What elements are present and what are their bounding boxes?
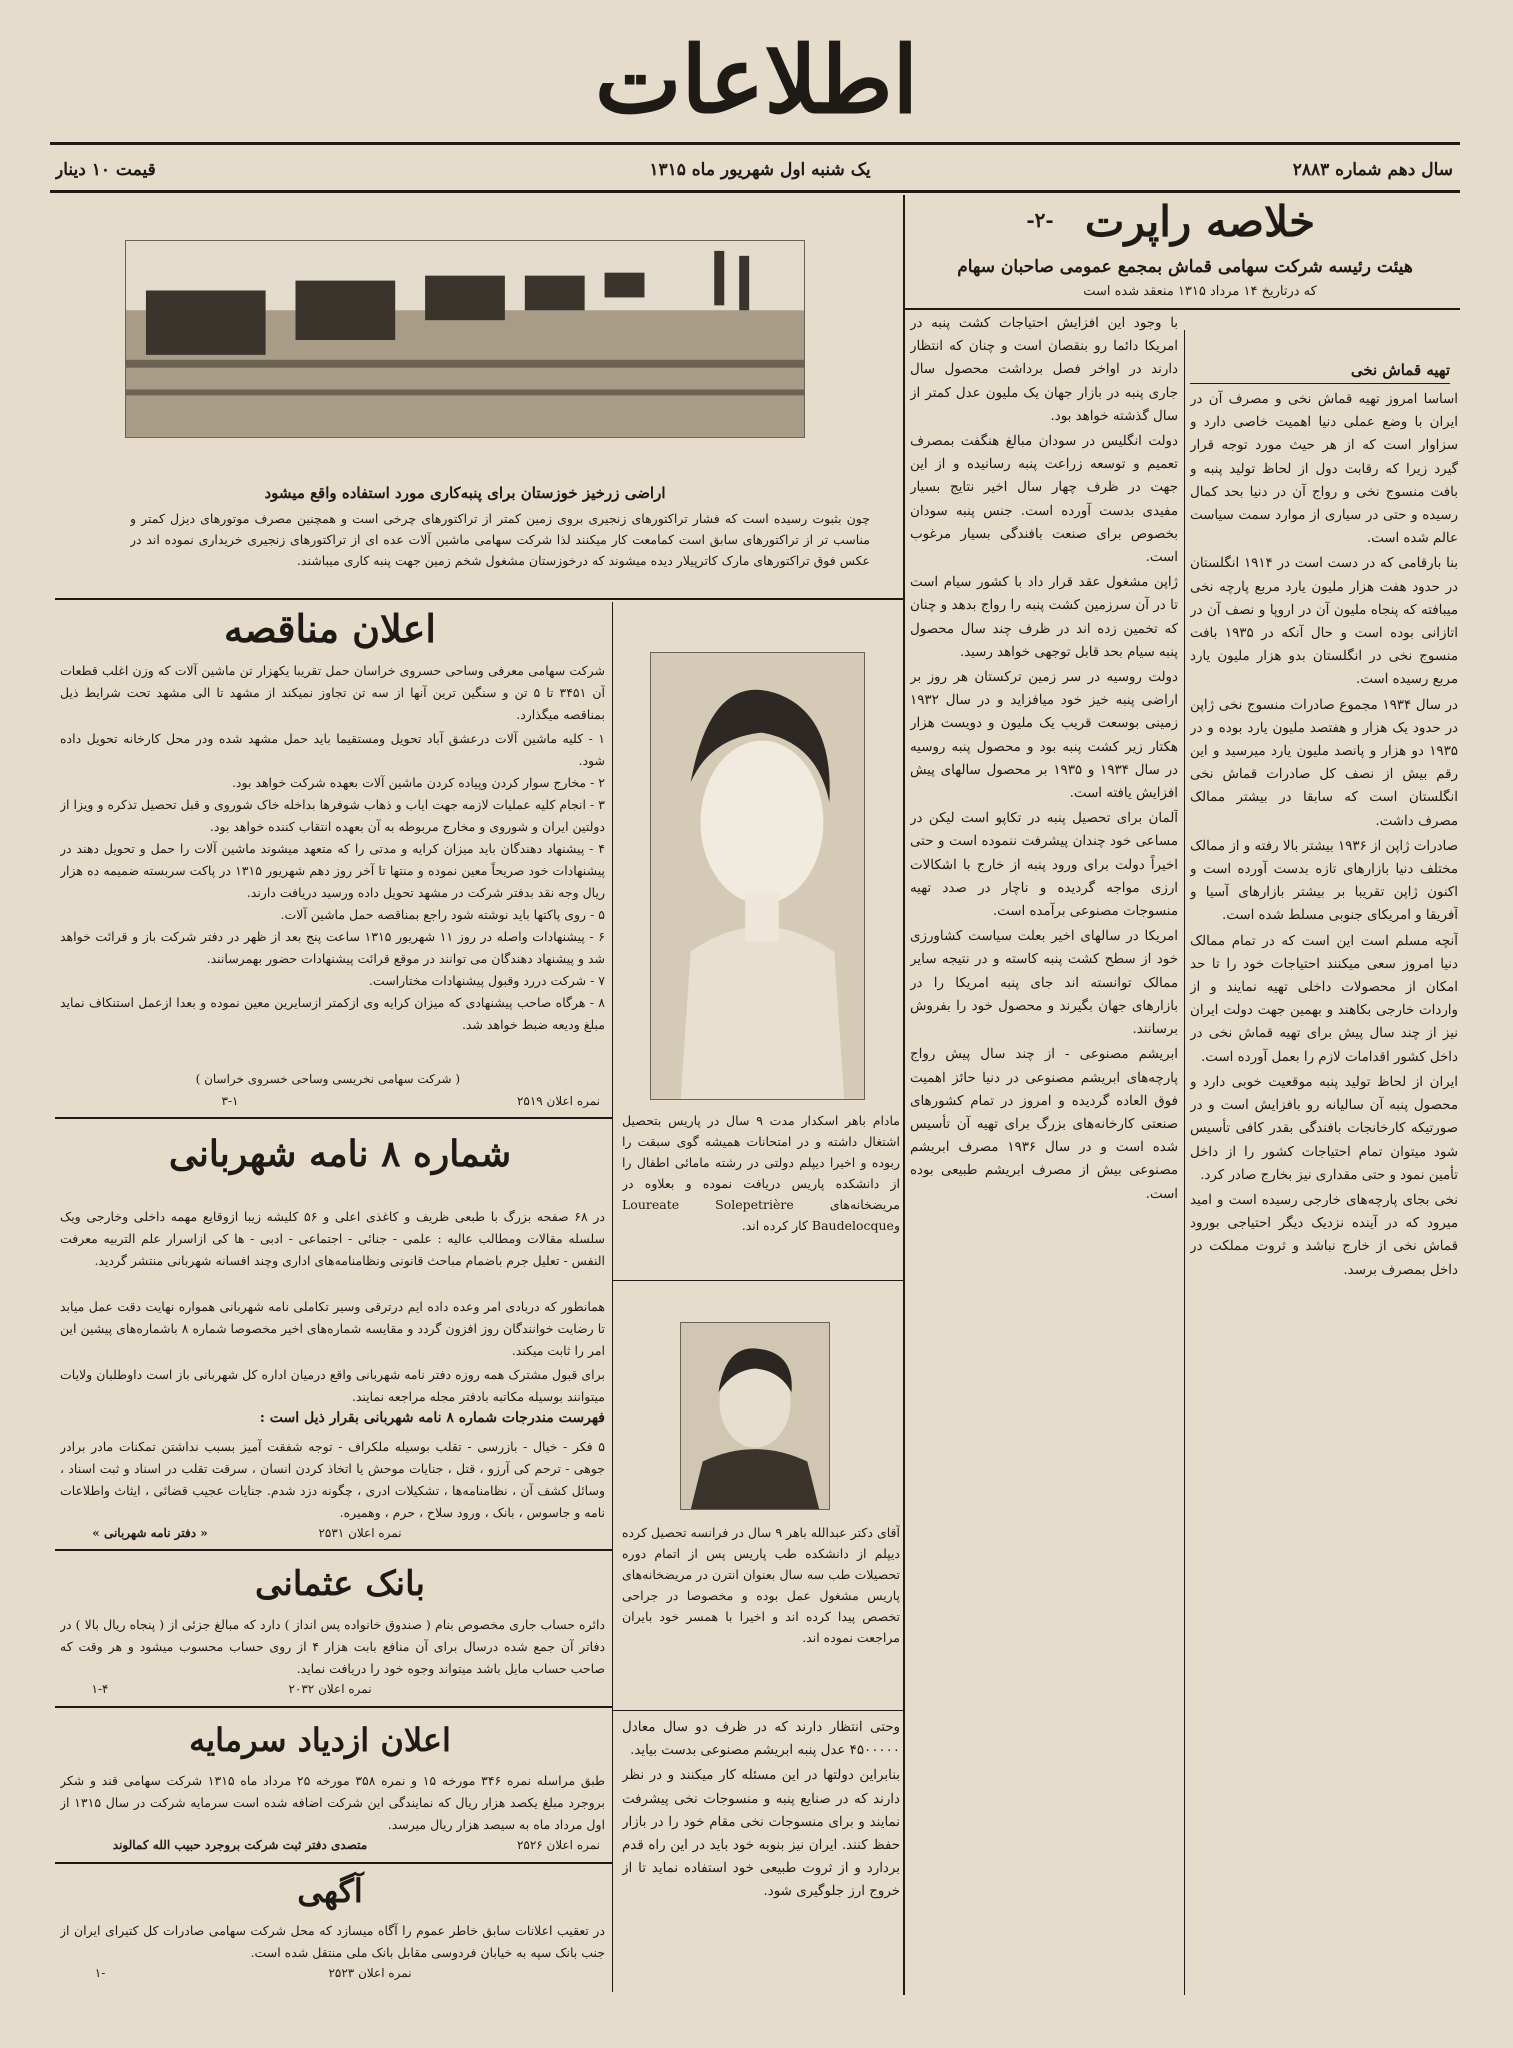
notice-ref: نمره اعلان ۲۵۲۳ xyxy=(328,1966,412,1980)
tender-rule xyxy=(55,1117,612,1119)
tender-items xyxy=(60,728,605,1068)
notice-title: آگهی xyxy=(297,1872,363,1910)
report-paragraph: با وجود این افزایش احتیاجات کشت پنبه در امریکا دائما رو بنقصان است و چنان که انتظار دارند در اواخر فصل برداشت محصول سال جاری پنبه در بازار جهان یک ملیون عدل کمتر از سال گذشته خواهد بود. xyxy=(910,316,1178,424)
tender-intro: شرکت سهامی معرفی وساحی حسروی خراسان حمل تقریبا یکهزار تن ماشین آلات که وزن اغلب قطعات آن ۳۴۵۱ تا ۵ تن و سنگین ترین آنها از سه تن تجاوز نمیکند از مشهد تا الی مشهد تحت شرایط ذیل بمناقصه میگذارد. xyxy=(60,663,605,722)
capital-ref: نمره اعلان ۲۵۲۶ xyxy=(516,1838,600,1852)
notice-text: در تعقیب اعلانات سابق خاطر عموم را آگاه میسازد که محل شرکت سهامی صادرات کل کتیرای ایران از جنب بانک سپه به خیابان فردوسی مقابل بانک ملی منتقل شده است. xyxy=(60,1923,605,1960)
police-text-1: در ۶۸ صفحه بزرگ با طبعی ظریف و کاغذی اعلی و ۵۶ کلیشه زیبا ازوقایع مهمه داخلی وخارجی ویک سلسله مقالات ومطالب عالیه : علمی - جنائی - اجتماعی - ادبی - ها کی ازاسرار علم التربیه معرفت النفس - تعلیل جرم باضمام مباحث قانونی ونظامنامه‌های اداری وچند افسانه شهربانی منتشر گردید. xyxy=(60,1209,605,1268)
tender-item: ۳ - انجام کلیه عملیات لازمه جهت ایاب و ذهاب شوفرها بداخله خاک شوروی و قبل تحصیل تذکره و ویزا از دولتین ایران و شوروی و مخارج مربوطه به آن بعهده انتقاب کننده خواهد بود. xyxy=(60,797,605,834)
report-paragraph: در سال ۱۹۳۴ مجموع صادرات منسوج نخی ژاپن در حدود یک هزار و هفتصد ملیون یارد بوده و در ۱۹۳۵ دو هزار و پانصد ملیون یارد میرسید و این رقم بیش از نصف کل صادرات قماش نخی انگلستان است که سابقا در بیشتر ممالک مصرف داشت. xyxy=(1190,697,1458,829)
report-date-note: که درتاریخ ۱۴ مرداد ۱۳۱۵ منعقد شده است xyxy=(1083,284,1317,299)
police-rule xyxy=(55,1549,612,1551)
tender-item: ۲ - مخارج سوار کردن وپیاده کردن ماشین آلات بعهده شرکت خواهد بود. xyxy=(231,775,605,790)
report-paragraph: آلمان برای تحصیل پنبه در تکاپو است لیکن در مساعی خود چندان پیشرفت ننموده است و حتی اخیراً دولت برای ورود پنبه از خارج با اشکالات ارزی مواجه گردیده و ناچار در صدد تهیه منسوجات مصنوعی برآمده است. xyxy=(910,811,1178,920)
police-footer-left: نمره اعلان ۲۵۳۱ xyxy=(318,1526,402,1540)
report-column-right xyxy=(1190,388,1458,1988)
dateline-price: قیمت ۱۰ دینار xyxy=(55,160,156,180)
tender-title: اعلان مناقصه xyxy=(224,606,436,651)
tender-signature: ( شرکت سهامی نخریسی وساحی خسروی خراسان ) xyxy=(195,1072,460,1086)
photo-section-rule xyxy=(55,598,903,600)
tender-item: ۴ - پیشنهاد دهندگان باید میزان کرایه و مدتی را که متعهد میشوند ماشین آلات را حمل و تحویل دهند در پیشنهادات خود صریحاً معین نموده و منتها تا آخر روز دهم شهریور ۱۳۱۵ در پاکت سربسته ضمیمه ده هزار ریال وجه نقد بدفتر شرکت در مشهد تحویل داده ورسید دریافت دارند. xyxy=(60,841,605,900)
tractors-caption-text: چون بثبوت رسیده است که فشار تراکتورهای زنجیری بروی زمین کمتر از تراکتورهای چرخی است و همچنین مصرف موتورهای دیزل کمتر و مناسب تر از تراکتورهای سابق است کمامعت کار میکنند لذا شرکت سهامی ماشین آلات عده ای از تراکتورهای زنجیری خریداری نموده اند در عکس فوق تراکتورهای مارک کاترپیلار دیده میشوند که درخوزستان مشغول شخم زمین جهت پنبه کاری میباشند. xyxy=(130,511,870,568)
tender-item: ۷ - شرکت دررد وقبول پیشنهادات مختاراست. xyxy=(368,973,605,988)
portrait-woman-caption: مادام باهر اسکدار مدت ۹ سال در پاریس بتحصیل اشتغال داشته و در امتحانات همیشه گوی سبقت را ربوده و اخیرا دیپلم دولتی در رشته مامائی اطفال را از دانشکده پاریس دریافت نموده و بعلاوه در مریضخانه‌های Loureate Solepetrière وBaudelocque کار کرده اند. xyxy=(622,1113,900,1233)
capital-text: طبق مراسله نمره ۳۴۶ مورخه ۱۵ و نمره ۳۵۸ مورخه ۲۵ مرداد ماه ۱۳۱۵ شرکت سهامی قند و شکر بروجرد مبلغ یکصد هزار ریال که نمایندگی این شرکت اضافه شده است سرمایه شرکت در سال ۱۳۱۵ از اول مرداد ماه به سیصد هزار ریال میرسد. xyxy=(60,1773,605,1832)
ads-column-rule xyxy=(612,602,613,1992)
capital-rule xyxy=(55,1862,612,1864)
column-rule-inner xyxy=(1184,330,1185,1995)
portrait-man-photo xyxy=(680,1322,830,1510)
report-number: -۲- xyxy=(1026,208,1054,232)
tender-item: ۶ - پیشنهادات واصله در روز ۱۱ شهریور ۱۳۱۵ ساعت پنج بعد از ظهر در دفتر شرکت باز و قرائت خواهد شد و پیشنهاد دهندگان می توانند در موقع قرائت پیشنهادات حضور بهمرسانند. xyxy=(60,929,605,966)
middle-rule xyxy=(612,1710,903,1711)
police-text-3: برای قبول مشترک همه روزه دفتر نامه شهربانی واقع درمیان اداره کل شهربانی باز است داوطلبان ولایات میتوانند بوسیله مکاتبه بادفتر مجله مراجعه نمایند. xyxy=(60,1367,605,1404)
tractors-photo xyxy=(125,240,805,438)
dateline-issue: سال دهم شماره ۲۸۸۳ xyxy=(1292,160,1453,180)
column-rule-right xyxy=(903,195,905,1995)
tender-item: ۸ - هرگاه صاحب پیشنهادی که میزان کرایه وی ازکمتر ازسایرین معین نموده و بعدا ازعمل استنکاف نماید مبلغ ودیعه ضبط خواهد شد. xyxy=(60,995,605,1032)
tender-item: ۵ - روی پاکتها باید نوشته شود راجع بمناقصه حمل ماشین آلات. xyxy=(280,907,605,922)
report-paragraph: ابریشم مصنوعی - از چند سال پیش رواج پارچه‌های ابریشم مصنوعی در دنیا حائز اهمیت فوق العاده گردیده و امروز در تمام کشورهای صنعتی کارخانه‌های بزرگ برای تهیه آن تأسیس شده است و در سال ۱۹۳۶ مصرف ابریشم مصنوعی بیش از مصرف ابریشم طبیعی بوده است. xyxy=(910,1047,1178,1202)
masthead-title: اطلاعات xyxy=(594,26,919,134)
masthead-rule-top xyxy=(50,142,1460,145)
report-subtitle: هیئت رئیسه شرکت سهامی قماش بمجمع عمومی صاحبان سهام xyxy=(957,257,1413,277)
capital-sign: متصدی دفتر ثبت شرکت بروجرد حبیب الله کمالوند xyxy=(112,1838,368,1852)
bank-rule xyxy=(55,1706,612,1708)
report-paragraph: بنا بارقامی که در دست است در ۱۹۱۴ انگلستان در حدود هفت هزار ملیون یارد مربع پارچه نخی میبافته که پنجاه ملیون آن در اروپا و نصف آن در اتاز‌انی بوده است و حال آنکه در ۱۹۳۵ بافت منسوج نخی در انگلستان بدو هزار ملیون یارد مربع رسیده است. xyxy=(1190,556,1458,688)
report-paragraph: امریکا در سالهای اخیر بعلت سیاست کشاورزی خود از سطح کشت پنبه کاسته و در نتیجه سایر ممالک توانسته اند جای پنبه امریکا را در بازارهای جهان بگیرند و محصول خود را بفروش برسانند. xyxy=(910,929,1178,1038)
middle-text xyxy=(622,1716,900,1988)
report-paragraph: دولت انگلیس در سودان مبالغ هنگفت بمصرف تعمیم و توسعه زراعت پنبه رسانیده و از این جهت در ظرف چهار سال اخیر نتایج بسیار مفیدی بدست آورده است. جنس پنبه سودان بخصوص برای صنعت بافندگی بسیار مرغوب است. xyxy=(910,434,1178,566)
report-title: خلاصه راپرت xyxy=(1084,197,1316,246)
report-paragraph: ایران از لحاظ تولید پنبه موقعیت خوبی دارد و محصول پنبه آن سالیانه رو بافزایش است و در صورتیکه کارخانجات بافندگی بقدر کافی تأسیس شود میتوان تمام احتیاجات کشور را از داخل تأمین نمود و حتی مقداری نیز بخارج صادر کرد. xyxy=(1190,1074,1458,1183)
middle-paragraph: وحتی انتظار دارند که در ظرف دو سال معادل ۴۵۰۰۰۰۰ عدل پنبه ابریشم مصنوعی بدست بیاید. xyxy=(622,1720,900,1759)
report-paragraph: آنچه مسلم است این است که در تمام ممالک دنیا امروز سعی میکنند احتیاجات خود را تا حد امکان از محصولات داخلی تهیه نمایند و از واردات خارجی بکاهند و بهمین جهت دولت ایران نیز از چند سال پیش برای تهیه قماش نخی در داخل کشور اقدامات لازم را بعمل آورده است. xyxy=(1190,933,1458,1065)
tender-ref: نمره اعلان ۲۵۱۹ xyxy=(516,1094,600,1108)
report-header-rule xyxy=(905,308,1460,310)
report-section-heading: تهیه قماش نخی xyxy=(1190,356,1450,384)
capital-title: اعلان ازدیاد سرمایه xyxy=(189,1721,451,1759)
portrait-man-caption: آقای دکتر عبدالله باهر ۹ سال در فرانسه تحصیل کرده دیپلم از دانشکده طب پاریس پس از اتمام دوره تحصیلات طب سه سال بعنوان انترن در مریضخانه‌های پاریس مشغول عمل بوده و مخصوصا در جراحی تخصص پیدا کرده اند و اخیرا با همسر خود بایران مراجعت نموده اند. xyxy=(622,1525,900,1645)
portrait-woman-photo xyxy=(650,652,865,1100)
bank-seq: ۱-۴ xyxy=(91,1682,109,1696)
tender-item: ۱ - کلیه ماشین آلات درعشق آباد تحویل ومستقیما باید حمل مشهد شده ودر محل کارخانه تحویل داده شود. xyxy=(60,731,605,768)
report-paragraph: ژاپن مشغول عقد قرار داد با کشور سیام است تا در آن سرزمین کشت پنبه را رواج بدهد و چنان که تخمین زده اند در ظرف چند سال محصول پنبه سیام بحد قابل توجهی خواهد رسید. xyxy=(910,575,1178,660)
tender-seq: ۳-۱ xyxy=(221,1094,239,1108)
police-list-text: ۵ فکر - خیال - بازرسی - تقلب بوسیله ملکراف - توجه شفقت آمیز بسبب نداشتن تمکنات مادر برادر جوهی - ترحم کی آرزو ، قتل ، جنایات موحش یا اتخاذ کردن انسان ، سرقت تقلب در اسناد و ثبت اسناد ، وسائل کشف آن ، نظامنامه‌ها ، تشکیلات ادری ، چگونه دزد شدم. جنایات عجیب قضائی ، ایثاث واطلاعات نامه و جاسوس ، بانک ، ورود سلاح ، حرم ، وهمیره. xyxy=(60,1439,605,1520)
police-title: شماره ۸ نامه شهربانی xyxy=(168,1133,512,1175)
report-paragraph: اساسا امروز تهیه قماش نخی و مصرف آن در ایران با وضع عملی دنیا اهمیت خاصی دارد و سزاوار است که از هر حیث مورد توجه قرار گیرد زیرا که رقابت دول از لحاظ تولید پنبه و بافت منسوج نخی و رواج آن در دنیا بحد کمال رسیده و حتی در سیاری از موارد سمت سیاست عالم شده است. xyxy=(1190,392,1458,547)
report-paragraph: صادرات ژاپن از ۱۹۳۶ بیشتر بالا رفته و از ممالک مختلف دنیا بازارهای تازه بدست آورده است و اکنون ژاپن تقریبا بر بیشتر بازارهای آسیا و آفریقا و امریکای جنوبی مسلط شده است. xyxy=(1190,838,1458,924)
police-text-2: همانطور که دربادی امر وعده داده ایم درترقی وسیر تکاملی نامه شهربانی همواره نهایت دقت عمل میابد تا رضایت خوانندگان روز افزون گردد و مقایسه شماره‌های اخیر مخصوصا شماره ۸ باشماره‌های پیشین این امر را ثابت میکند. xyxy=(60,1299,605,1358)
middle-paragraph: بنابراین دولتها در این مسئله کار میکنند و در نظر دارند که در صنایع پنبه و منسوجات نخی پیشرفت نمایند و برای منسوجات نخی مقام خود را در بازار حفظ کنند. ایران نیز بنوبه خود باید در این راه قدم بردارد و از ثروت طبیعی خود استفاده نماید تا از خروج ارز جلوگیری شود. xyxy=(622,1768,900,1900)
dateline-date: یک شنبه اول شهریور ماه ۱۳۱۵ xyxy=(649,160,871,180)
report-paragraph: نخی بجای پارچه‌های خارجی رسیده است و امید میرود که در آینده نزدیک دیگر احتیاجی بورود قماش نخی از خارج نباشد و ثروت مملکت در داخل بمصرف برسد. xyxy=(1190,1192,1458,1278)
bank-ref: نمره اعلان ۲۰۳۲ xyxy=(288,1682,372,1696)
report-column-left xyxy=(910,312,1178,1988)
report-paragraph: دولت روسیه در سر زمین ترکستان هر روز بر اراضی پنبه خیز خود میافزاید و در سال ۱۹۳۲ زمینی بوسعت قریب یک ملیون و دویست هزار هکتار زیر کشت پنبه بود و محصول پنبه روسیه در سال ۱۹۳۴ و ۱۹۳۵ بر محصول سالهای پیش افزایش یافته است. xyxy=(910,670,1178,802)
bank-title: بانک عثمانی xyxy=(255,1564,425,1604)
bank-text: دائره حساب جاری مخصوص بنام ( صندوق خانواده پس انداز ) دارد که مبالغ جزئی از ( پنجاه ریال بالا ) در دفاتر آن جمع شده درسال برای آن منافع بابت هزار ۴ از روی حساب محسوب میشود و هر وقت که صاحب حساب مایل باشد میتواند وجوه خود را دریافت نماید. xyxy=(60,1617,605,1676)
police-list-title: فهرست مندرجات شماره ۸ نامه شهربانی بقرار ذیل است : xyxy=(259,1410,605,1426)
tractors-caption-title: اراضی زرخیز خوزستان برای پنبه‌کاری مورد استفاده واقع میشود xyxy=(264,484,666,502)
notice-seq: -۱ xyxy=(94,1966,106,1980)
police-footer-right: « دفتر نامه شهربانی » xyxy=(92,1526,208,1540)
portrait-1-rule xyxy=(612,1280,903,1281)
